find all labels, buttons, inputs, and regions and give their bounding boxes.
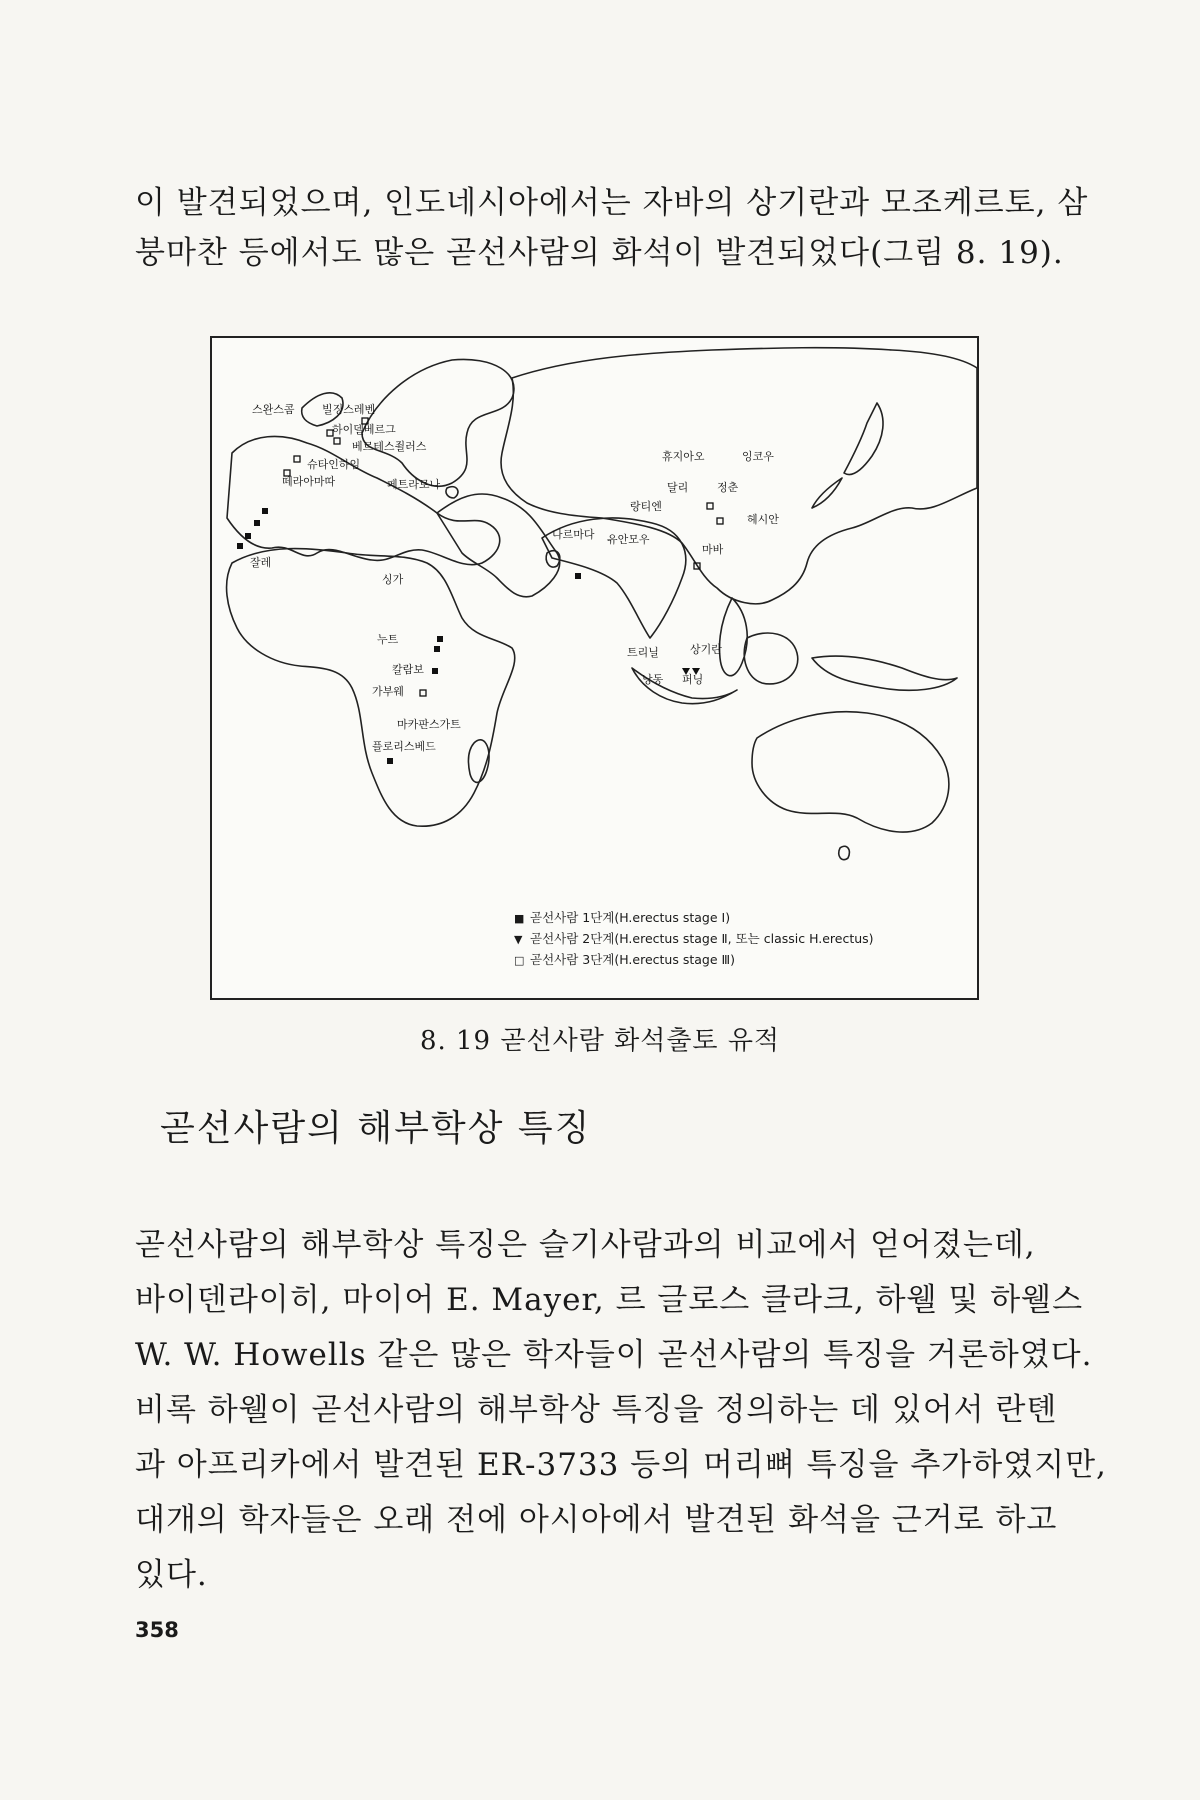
site-label: 나르마다	[552, 528, 595, 541]
text-line: 과 아프리카에서 발견된 ER-3733 등의 머리뼈 특징을 추가하였지만,	[135, 1447, 1107, 1483]
site-label: 헤시안	[747, 513, 779, 526]
body-paragraph	[135, 1218, 1107, 1603]
text-line: 바이덴라이히, 마이어 E. Mayer, 르 글로스 클라크, 하웰 및 하웰스	[135, 1282, 1084, 1318]
legend-item	[514, 929, 874, 950]
triangle-down-icon: ▼	[514, 933, 523, 946]
legend-item	[514, 950, 874, 971]
site-label: 랑티엔	[630, 500, 662, 513]
marker-stage1	[245, 533, 251, 539]
marker-stage1	[254, 520, 260, 526]
marker-stage1	[387, 758, 393, 764]
intro-paragraph	[135, 178, 1089, 278]
legend-text: 곧선사람 2단계(H.erectus stage Ⅱ, 또는 classic H.erectus)	[530, 931, 874, 946]
text-line: 있다.	[135, 1557, 208, 1593]
site-label: 슈타인하임	[307, 458, 361, 471]
site-label: 잘레	[250, 556, 272, 569]
site-label: 칼람보	[392, 663, 424, 676]
site-label: 잉코우	[742, 450, 774, 463]
open-square-icon: □	[514, 954, 525, 967]
text-line: 비록 하웰이 곧선사람의 해부학상 특징을 정의하는 데 있어서 란톈	[135, 1392, 1058, 1428]
marker-stage3	[420, 690, 426, 696]
marker-stage3	[717, 518, 723, 524]
text-line: 이 발견되었으며, 인도네시아에서는 자바의 상기란과 모조케르토, 삼	[135, 185, 1089, 221]
site-label: 스완스콤	[252, 403, 295, 416]
site-label: 휴지아오	[662, 450, 705, 463]
site-label: 베르테스죌러스	[352, 440, 427, 453]
site-label: 하이델베르그	[332, 423, 396, 436]
site-label: 페트라로나	[387, 478, 441, 491]
map-legend	[514, 908, 874, 971]
marker-stage1	[434, 646, 440, 652]
text-line: W. W. Howells 같은 많은 학자들이 곧선사람의 특징을 거론하였다.	[135, 1337, 1093, 1373]
site-labels	[250, 402, 779, 753]
map-drawing	[212, 338, 977, 998]
site-label: 유안모우	[607, 533, 650, 546]
marker-stage3	[294, 456, 300, 462]
site-label: 정춘	[717, 481, 739, 494]
text-line: 곧선사람의 해부학상 특징은 슬기사람과의 비교에서 얻어졌는데,	[135, 1227, 1036, 1263]
site-label: 퍼닝	[682, 673, 704, 686]
fossil-site-map	[210, 336, 979, 1000]
site-label: 빌징스레벤	[322, 403, 376, 416]
site-label: 상기란	[690, 643, 722, 656]
section-heading: 곧선사람의 해부학상 특징	[160, 1108, 592, 1149]
site-label: 마바	[702, 543, 724, 556]
site-label: 가부웨	[372, 685, 404, 698]
site-label: 떼라아마따	[282, 475, 336, 488]
page-number: 358	[135, 1618, 179, 1642]
legend-text: 곧선사람 3단계(H.erectus stage Ⅲ)	[530, 952, 736, 967]
marker-stage1	[432, 668, 438, 674]
marker-stage1	[575, 573, 581, 579]
legend-item	[514, 908, 874, 929]
marker-stage1	[237, 543, 243, 549]
site-label: 달리	[667, 481, 689, 494]
marker-stage1	[262, 508, 268, 514]
text-line: 붕마찬 등에서도 많은 곧선사람의 화석이 발견되었다(그림 8. 19).	[135, 235, 1064, 271]
site-label: 마카판스가트	[397, 718, 461, 731]
filled-square-icon: ■	[514, 912, 525, 925]
legend-text: 곧선사람 1단계(H.erectus stage Ⅰ)	[530, 910, 731, 925]
site-label: 트리닐	[627, 646, 659, 659]
marker-stage3	[707, 503, 713, 509]
site-label: 플로리스베드	[372, 740, 436, 753]
text-line: 대개의 학자들은 오래 전에 아시아에서 발견된 화석을 근거로 하고	[135, 1502, 1058, 1538]
site-label: 누트	[377, 633, 399, 646]
marker-stage3	[334, 438, 340, 444]
site-label: 낭동	[642, 673, 664, 686]
marker-stage1	[437, 636, 443, 642]
figure-caption: 8. 19 곧선사람 화석출토 유적	[419, 1026, 781, 1056]
site-label: 싱가	[382, 573, 404, 586]
